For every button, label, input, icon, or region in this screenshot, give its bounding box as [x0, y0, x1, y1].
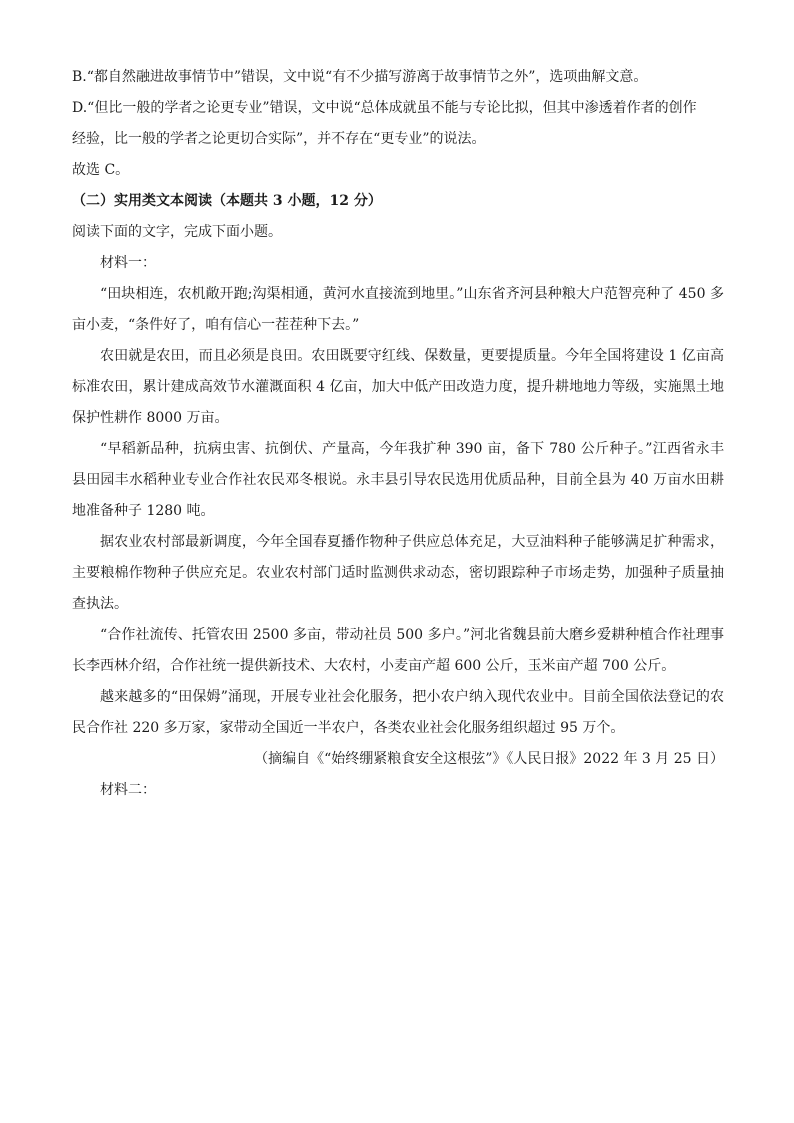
answer-option-d-line-1: D.“但比一般的学者之论更专业”错误，文中说“总体成就虽不能与专论比拟，但其中渗透着作者的创作 [72, 100, 697, 116]
source-citation: （摘编自《“始终绷紧粮食安全这根弦”》《人民日报》2022 年 3 月 25 日） [254, 751, 724, 767]
answer-option-b: B.“都自然融进故事情节中”错误，文中说“有不少描写游离于故事情节之外”，选项曲解文意。 [72, 69, 648, 85]
material-paragraph-5: “合作社流传、托管农田 2500 多亩，带动社员 500 多户。”河北省魏县前大磨乡爱耕种植合作社理事长李西林介绍，合作社统一提供新技术、大农村，小麦亩产超 600 公斤，玉米亩产超 700 公斤。 [72, 627, 724, 674]
material-paragraph-2: 农田就是农田，而且必须是良田。农田既要守红线、保数量，更要提质量。今年全国将建设 1 亿亩高标准农田，累计建成高效节水灌溉面积 4 亿亩，加大中低产田改造力度，提升耕地地力等级，实施黑土地保护性耕作 8000 万亩。 [72, 348, 724, 426]
material-1-label: 材料一： [100, 255, 156, 271]
material-paragraph-3: “早稻新品种，抗病虫害、抗倒伏、产量高，今年我扩种 390 亩，备下 780 公斤种子。”江西省永丰县田园丰水稻种业专业合作社农民邓冬根说。永丰县引导农民选用优质品种，目前全县为 40 万亩水田耕地准备种子 1280 吨。 [72, 441, 724, 519]
material-2-label: 材料二： [100, 782, 156, 798]
answer-choice: 故选 C。 [72, 162, 130, 178]
material-paragraph-1: “田块相连，农机敞开跑;沟渠相通，黄河水直接流到地里。”山东省齐河县种粮大户范智亮种了 450 多亩小麦，“条件好了，咱有信心一茬茬种下去。” [72, 286, 724, 333]
answer-option-d-line-2: 经验，比一般的学者之论更切合实际”，并不存在“更专业”的说法。 [72, 131, 486, 147]
instruction-text: 阅读下面的文字，完成下面小题。 [72, 224, 282, 240]
material-paragraph-6: 越来越多的“田保姆”涌现，开展专业社会化服务，把小农户纳入现代农业中。目前全国依法登记的农民合作社 220 多万家，家带动全国近一半农户，各类农业社会化服务组织超过 95 万个。 [72, 689, 724, 736]
material-paragraph-4: 据农业农村部最新调度，今年全国春夏播作物种子供应总体充足，大豆油料种子能够满足扩种需求，主要粮棉作物种子供应充足。农业农村部门适时监测供求动态，密切跟踪种子市场走势，加强种子质量抽查执法。 [72, 534, 724, 612]
section-heading: （二）实用类文本阅读（本题共 3 小题，12 分） [72, 193, 382, 209]
document-page [72, 62, 724, 806]
